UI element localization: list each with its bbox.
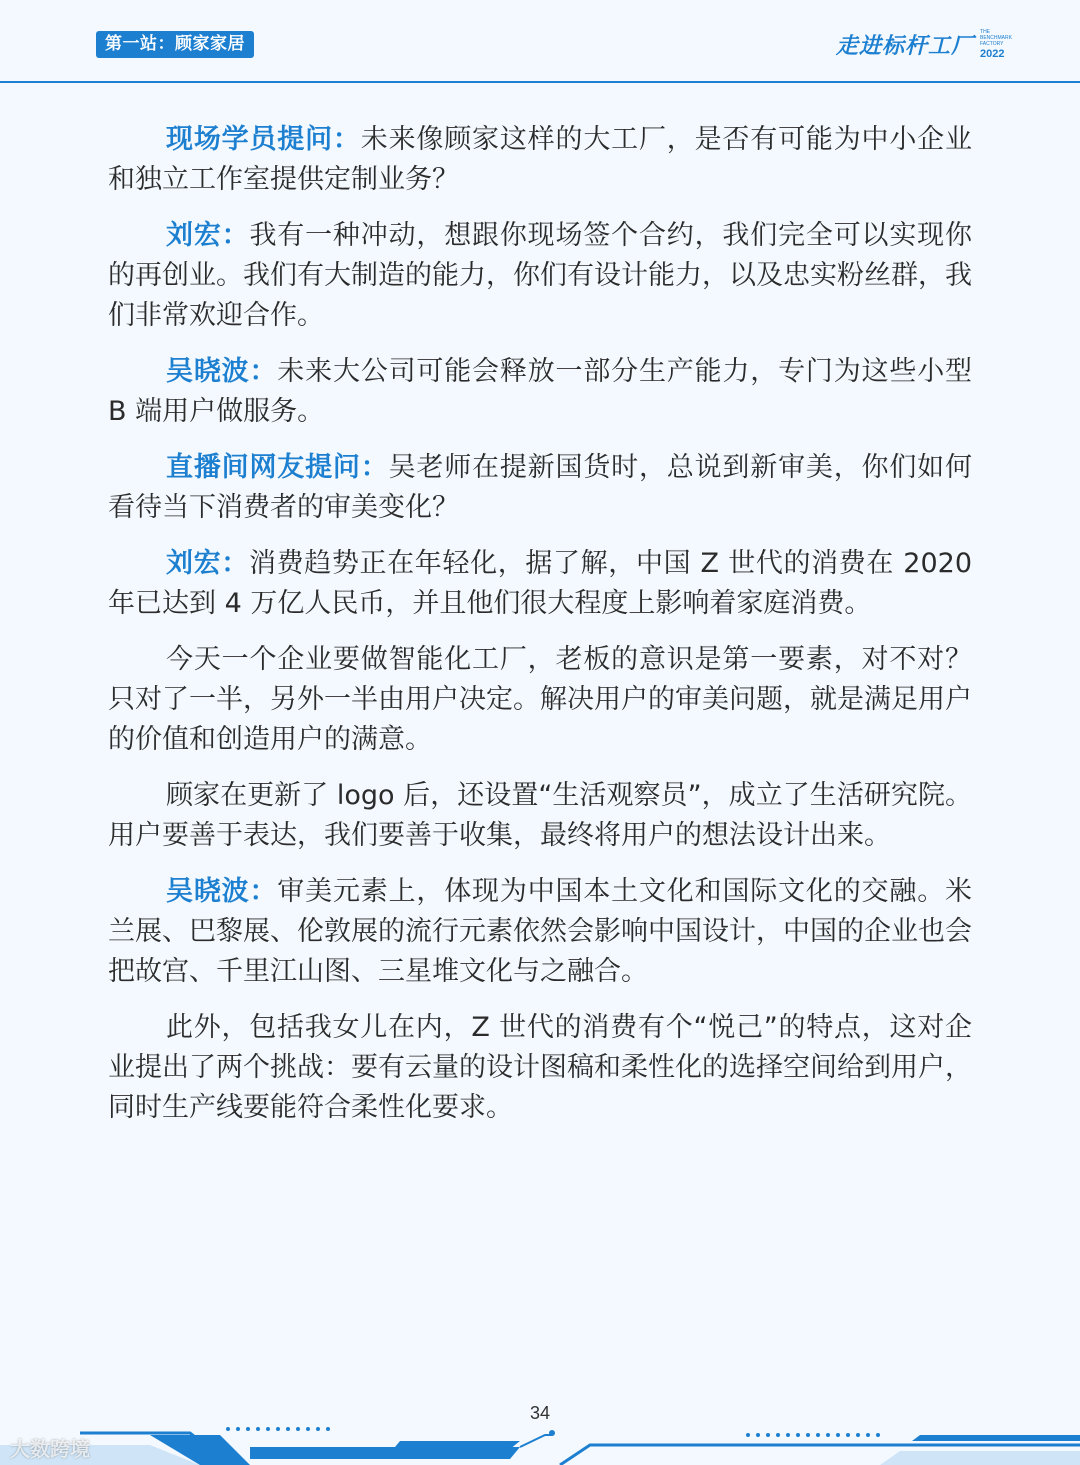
paragraph-text: 顾家在更新了 logo 后，还设置“生活观察员”，成立了生活研究院。用户要善于表达，我们要善于收集，最终将用户的想法设计出来。 <box>108 780 972 851</box>
paragraph-text: 未来像顾家这样的大工厂，是否有可能为中小企业和独立工作室提供定制业务？ <box>108 124 972 195</box>
brand-logo <box>836 28 1012 60</box>
speaker-label: 吴晓波： <box>166 356 278 387</box>
paragraph-text: 消费趋势正在年轻化，据了解，中国 Z 世代的消费在 2020 年已达到 4 万亿人民币，并且他们很大程度上影响着家庭消费。 <box>108 548 972 619</box>
brand-subtitle: THE BENCHMARK FACTORY <box>980 28 1012 47</box>
header-divider <box>0 81 1080 83</box>
paragraph <box>108 544 972 624</box>
paragraph <box>108 448 972 528</box>
paragraph-text: 今天一个企业要做智能化工厂，老板的意识是第一要素，对不对？只对了一半，另外一半由用户决定。解决用户的审美问题，就是满足用户的价值和创造用户的满意。 <box>108 644 972 755</box>
paragraph <box>108 872 972 992</box>
paragraph <box>108 216 972 336</box>
paragraph <box>108 1008 972 1128</box>
paragraph <box>108 352 972 432</box>
speaker-label: 吴晓波： <box>166 876 278 907</box>
brand-year: 2022 <box>980 47 1005 60</box>
speaker-label: 刘宏： <box>166 548 249 579</box>
paragraph <box>108 640 972 760</box>
paragraph-text: 未来大公司可能会释放一部分生产能力，专门为这些小型 B 端用户做服务。 <box>108 356 973 427</box>
page-header <box>0 0 1080 84</box>
page-number: 34 <box>529 1403 551 1423</box>
paragraph-text: 我有一种冲动，想跟你现场签个合约，我们完全可以实现你的再创业。我们有大制造的能力，你们有设计能力，以及忠实粉丝群，我们非常欢迎合作。 <box>108 220 973 331</box>
section-tag: 第一站：顾家家居 <box>96 31 254 58</box>
brand-title: 走进标杆工厂 <box>836 33 975 59</box>
paragraph-text: 此外，包括我女儿在内，Z 世代的消费有个“悦己”的特点，这对企业提出了两个挑战：要有云量的设计图稿和柔性化的选择空间给到用户，同时生产线要能符合柔性化要求。 <box>108 1012 972 1123</box>
paragraph-text: 吴老师在提新国货时，总说到新审美，你们如何看待当下消费者的审美变化？ <box>108 452 973 523</box>
page-footer <box>0 1395 1080 1465</box>
paragraph <box>108 776 972 856</box>
speaker-label: 刘宏： <box>166 220 250 251</box>
speaker-label: 直播间网友提问： <box>166 452 389 483</box>
article-body <box>108 120 972 1144</box>
paragraph-text: 审美元素上，体现为中国本土文化和国际文化的交融。米兰展、巴黎展、伦敦展的流行元素依然会影响中国设计，中国的企业也会把故宫、千里江山图、三星堆文化与之融合。 <box>108 876 973 987</box>
brand-side <box>980 28 1012 60</box>
watermark: 大数跨境 <box>10 1437 90 1461</box>
paragraph <box>108 120 972 200</box>
speaker-label: 现场学员提问： <box>166 124 361 155</box>
